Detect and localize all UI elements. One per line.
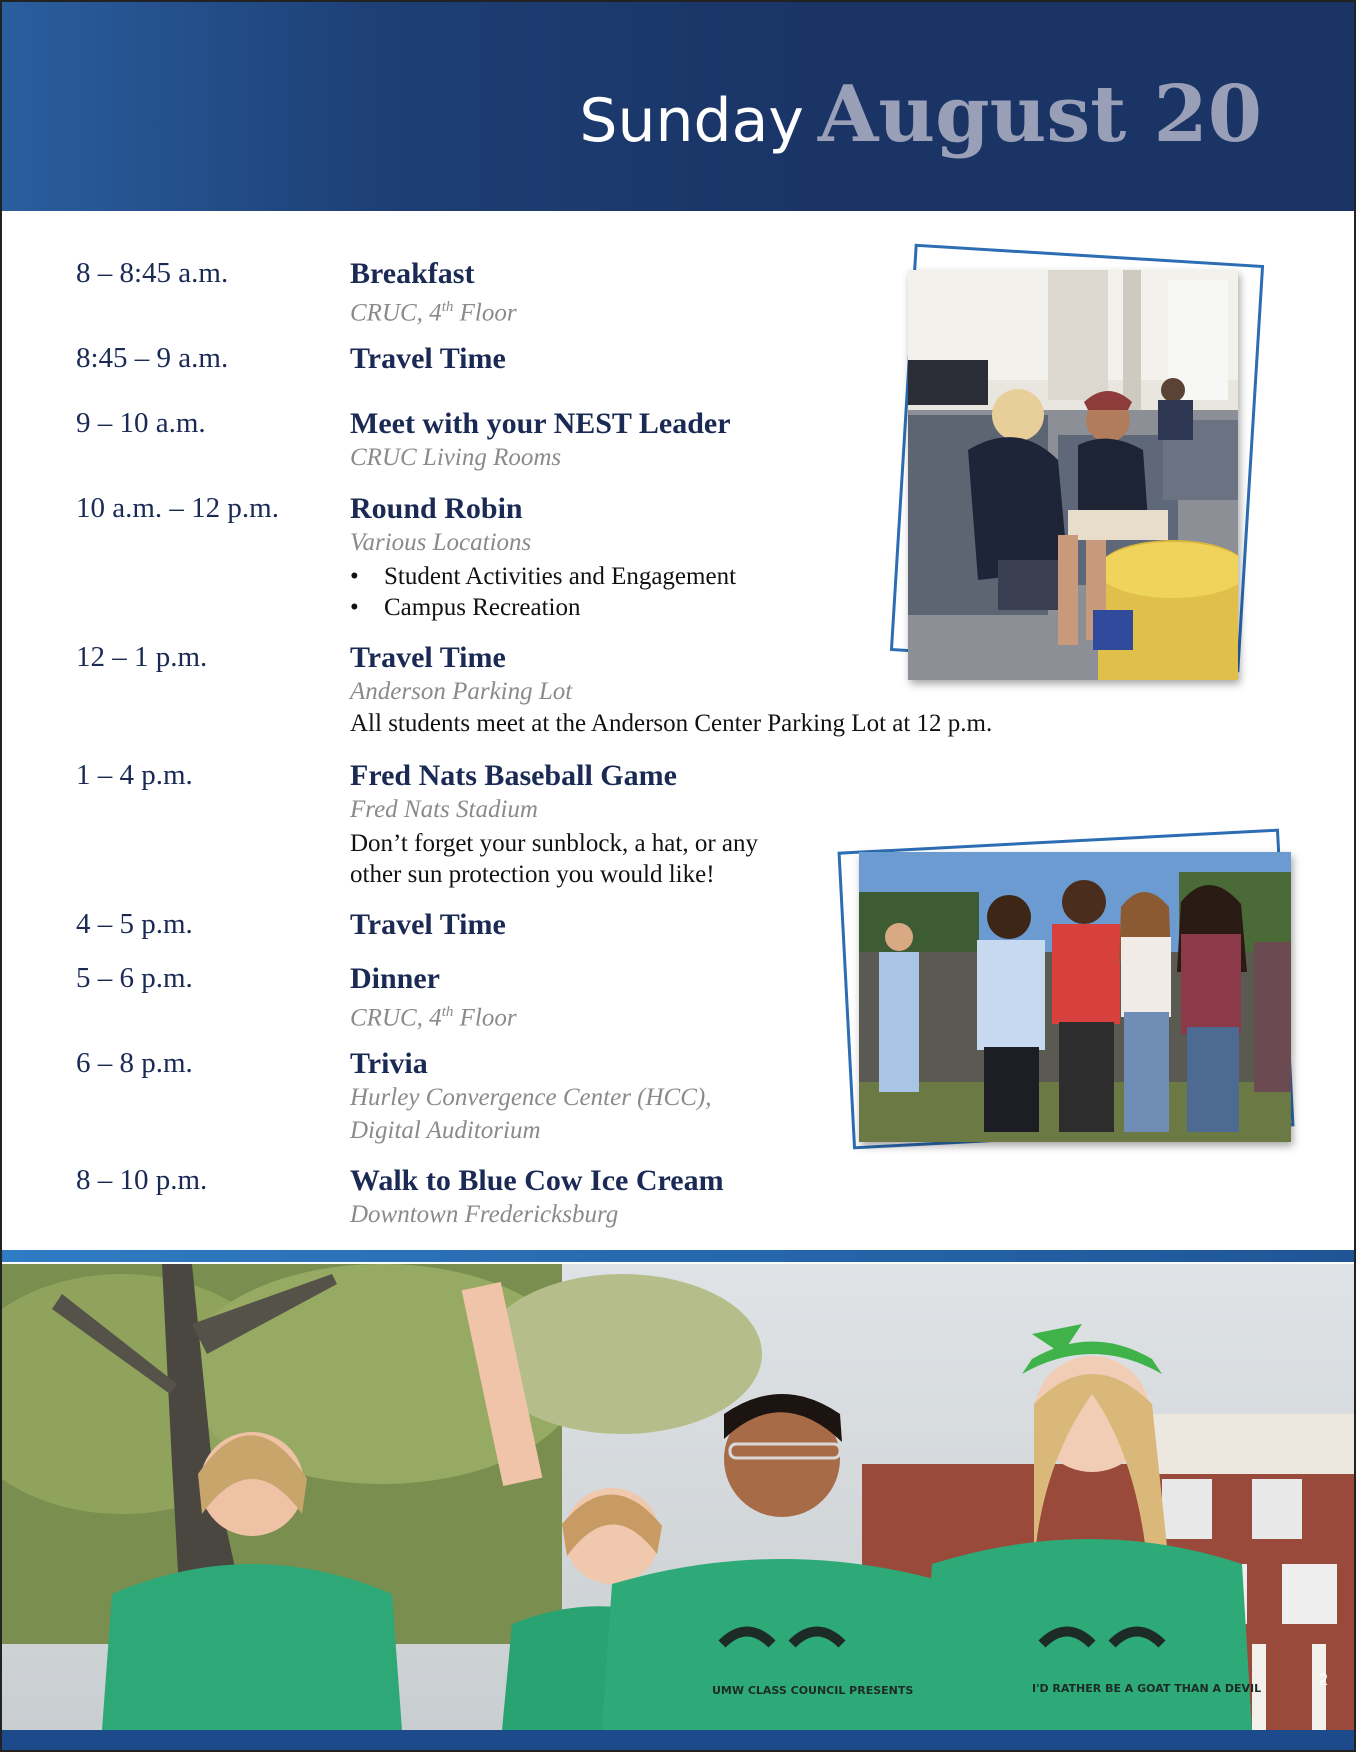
event-location: CRUC, 4th Floor	[350, 299, 517, 327]
event-location: Hurley Convergence Center (HCC),	[350, 1084, 712, 1111]
header-day: Sunday	[579, 86, 804, 156]
living-room-photo	[908, 270, 1238, 680]
event-time: 9 – 10 a.m.	[76, 407, 206, 439]
event-time: 5 – 6 p.m.	[76, 962, 193, 994]
event-details	[350, 1047, 711, 1147]
group-illustration	[859, 852, 1291, 1142]
event-title: Travel Time	[350, 342, 506, 375]
students-photo	[2, 1264, 1354, 1730]
bullet-list	[350, 561, 736, 623]
list-item: • Student Activities and Engagement	[350, 563, 737, 590]
event-location: Downtown Fredericksburg	[350, 1201, 619, 1228]
event-note: All students meet at the Anderson Center Parking Lot at 12 p.m.	[350, 710, 993, 737]
event-details	[350, 641, 992, 739]
shirt-text: I'D RATHER BE A GOAT THAN A DEVIL	[1032, 1682, 1262, 1695]
shirt-text: UMW CLASS COUNCIL PRESENTS	[712, 1684, 914, 1697]
event-note: Don’t forget your sunblock, a hat, or any	[350, 830, 759, 857]
event-details	[350, 908, 506, 942]
event-details	[350, 257, 517, 329]
event-details	[350, 759, 758, 890]
event-title: Travel Time	[350, 641, 506, 674]
page-title	[579, 69, 1262, 160]
event-title: Breakfast	[350, 257, 475, 290]
event-location: Digital Auditorium	[350, 1117, 541, 1144]
event-details	[350, 1164, 724, 1231]
event-details	[350, 407, 731, 474]
event-location: Fred Nats Stadium	[350, 796, 538, 823]
event-time: 12 – 1 p.m.	[76, 641, 208, 673]
event-time: 4 – 5 p.m.	[76, 908, 193, 940]
page-number: 2	[1318, 1670, 1328, 1689]
list-item: • Campus Recreation	[350, 594, 581, 621]
event-time: 6 – 8 p.m.	[76, 1047, 193, 1079]
header-date: August 20	[817, 69, 1262, 160]
bullet-icon: •	[350, 594, 359, 621]
event-details	[350, 962, 517, 1034]
divider-band	[2, 1250, 1354, 1262]
event-time: 8 – 10 p.m.	[76, 1164, 208, 1196]
event-title: Meet with your NEST Leader	[350, 407, 731, 440]
event-time: 1 – 4 p.m.	[76, 759, 193, 791]
event-title: Fred Nats Baseball Game	[350, 759, 677, 792]
event-title: Walk to Blue Cow Ice Cream	[350, 1164, 724, 1197]
event-location: CRUC, 4th Floor	[350, 1004, 517, 1032]
event-location: Anderson Parking Lot	[350, 678, 573, 705]
event-title: Travel Time	[350, 908, 506, 941]
event-details	[350, 492, 736, 623]
event-details	[350, 342, 506, 376]
bullet-icon: •	[350, 563, 359, 590]
event-location: Various Locations	[350, 529, 532, 556]
event-title: Trivia	[350, 1047, 428, 1080]
event-time: 8:45 – 9 a.m.	[76, 342, 229, 374]
event-location: CRUC Living Rooms	[350, 444, 562, 471]
header-banner	[2, 2, 1354, 211]
event-time: 10 a.m. – 12 p.m.	[76, 492, 279, 524]
event-time: 8 – 8:45 a.m.	[76, 257, 229, 289]
event-title: Dinner	[350, 962, 440, 995]
event-title: Round Robin	[350, 492, 523, 525]
event-note: other sun protection you would like!	[350, 861, 715, 888]
footer-band	[2, 1730, 1354, 1752]
students-illustration	[2, 1264, 1354, 1730]
group-photo	[859, 852, 1291, 1142]
living-room-illustration	[908, 270, 1238, 680]
